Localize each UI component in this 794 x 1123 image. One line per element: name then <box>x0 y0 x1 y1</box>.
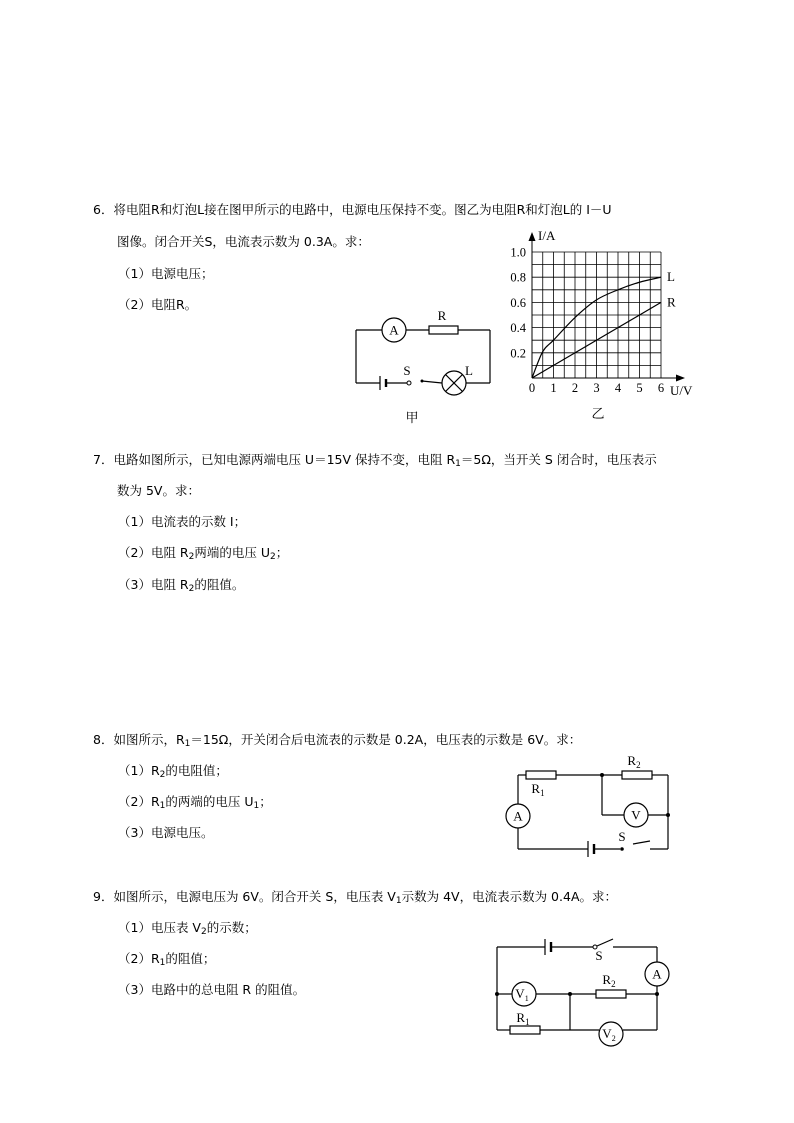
q6-iv-graph <box>500 222 700 432</box>
x-axis-label: U/V <box>670 383 693 398</box>
q8-r2-label: $R_2$ <box>627 753 641 770</box>
y-tick-label: 1.0 <box>510 245 526 260</box>
x-axis-arrow <box>676 375 685 382</box>
q8-sub3: （3）电源电压。 <box>118 825 214 840</box>
q6-caption-jia: 甲 <box>405 411 419 426</box>
x-tick-label: 0 <box>528 381 536 395</box>
series-L-label: L <box>667 269 675 285</box>
q8-ammeter-label: A <box>513 808 523 824</box>
y-tick-label: 0.2 <box>510 346 526 361</box>
x-tick-label: 5 <box>636 381 643 395</box>
q9-stem-line1: 9．如图所示，电源电压为 6V。闭合开关 S，电压表 $V_1$示数为 4V，电流表示数为 0.4A。求： <box>93 889 617 906</box>
q6-sub1: （1）电源电压； <box>118 266 214 281</box>
q8-circuit <box>500 745 680 865</box>
q9-ammeter-label: A <box>652 966 662 982</box>
q6-ammeter-label: A <box>389 322 399 338</box>
x-tick-label: 2 <box>571 381 579 395</box>
y-tick-label: 0.8 <box>510 270 526 285</box>
q9-v1-label: $V_1$ <box>515 986 529 1003</box>
resistor-r2-icon <box>596 990 626 998</box>
q9-sub2: $(2)R_1$的阻值； <box>118 951 216 968</box>
q7-sub3: （3）电阻 $R_2$的阻值。 <box>118 577 245 594</box>
q7-stem-line1: 7．电路如图所示，已知电源两端电压 U＝15V 保持不变，电阻 $R_1=5\Omega$，当开关 S 闭合时，电压表示 <box>93 452 657 469</box>
q6-stem-line1: 6．将电阻R和灯泡L接在图甲所示的电路中，电源电压保持不变。图乙为电阻R和灯泡L的 I－U <box>93 202 612 217</box>
x-tick-label: 3 <box>593 381 600 395</box>
x-tick-label: 6 <box>657 381 665 395</box>
switch-icon <box>620 847 624 851</box>
q8-voltmeter-label: V <box>631 807 641 823</box>
q6-lamp-label: L <box>465 363 473 378</box>
q6-stem-line2: 图像。闭合开关S，电流表示数为 0.3A。求： <box>117 234 370 249</box>
q9-sub3: （3）电路中的总电阻 R 的阻值。 <box>118 982 306 997</box>
q6-circuit-jia <box>340 305 500 435</box>
q9-switch-label: S <box>595 948 603 963</box>
y-axis-arrow <box>529 232 536 241</box>
q7-sub1: （1）电流表的示数 I； <box>118 514 247 529</box>
series-R-label: R <box>667 294 676 310</box>
q8-sub2: $(2)R_1$的两端的电压 $U_1$； <box>118 794 272 811</box>
q8-sub1: $(1)R_2$的电阻值； <box>118 763 228 780</box>
x-tick-label: 4 <box>614 381 622 395</box>
q7-sub2: （2）电阻 $R_2$两端的电压 $U_2$； <box>118 545 289 562</box>
y-tick-label: 0.4 <box>510 321 526 336</box>
q6-caption-yi: 乙 <box>591 407 605 422</box>
q9-r2-label: $R_2$ <box>602 972 616 989</box>
q9-circuit <box>485 930 675 1050</box>
resistor-r1-icon <box>526 771 556 779</box>
q8-switch-label: S <box>618 829 626 844</box>
resistor-r2-icon <box>622 771 652 779</box>
q9-sub1: （1）电压表 $V_2$的示数； <box>118 920 257 937</box>
y-tick-label: 0.6 <box>510 295 526 310</box>
q6-sub2: （2）电阻R。 <box>118 297 198 312</box>
resistor-r1-icon <box>510 1026 540 1034</box>
x-tick-label: 1 <box>550 381 557 395</box>
q6-resistor-label: R <box>437 308 447 323</box>
q6-switch-label: S <box>403 363 411 378</box>
q9-r1-label: $R_1$ <box>516 1010 530 1027</box>
q7-stem-line2: 数为 5V。求： <box>117 483 200 498</box>
y-axis-label: I/A <box>538 228 556 243</box>
q9-v2-label: $V_2$ <box>602 1026 616 1043</box>
resistor-icon <box>429 326 458 334</box>
switch-icon <box>407 381 411 385</box>
q8-stem-line1: 8．如图所示，$R_1=15\Omega$，开关闭合后电流表的示数是 0.2A，电压表的示数是 6V。求： <box>93 732 582 749</box>
q8-r1-label: $R_1$ <box>531 781 545 798</box>
